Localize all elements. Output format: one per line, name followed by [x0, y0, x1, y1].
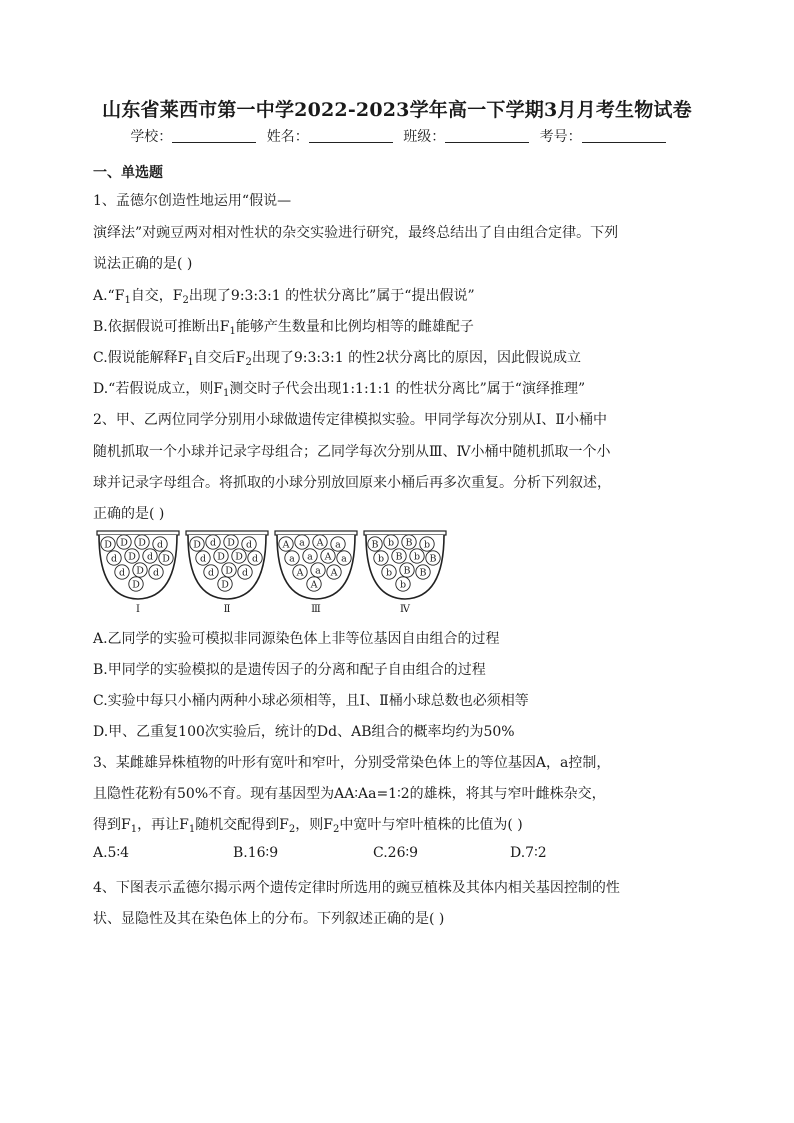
- ball: [426, 551, 440, 565]
- ball-letter: A: [310, 579, 318, 591]
- q3-stem-line1: 3、某雌雄异株植物的叶形有宽叶和窄叶，分别受常染色体上的等位基因A，a控制，: [93, 755, 611, 771]
- q2-option-b[interactable]: B.甲同学的实验模拟的是遗传因子的分离和配子自由组合的过程: [93, 662, 486, 678]
- ball-letter: D: [128, 551, 136, 563]
- ball-letter: d: [110, 553, 118, 565]
- q1-stem-line1: 1、孟德尔创造性地运用“假说—: [93, 193, 292, 209]
- q3-option-b[interactable]: B.16∶9: [233, 845, 279, 861]
- ball: [115, 565, 129, 579]
- ball: [402, 535, 416, 549]
- ball-letter: D: [138, 537, 146, 549]
- ball: [396, 577, 410, 591]
- ball-letter: d: [209, 537, 217, 549]
- ball: [374, 551, 388, 565]
- ball: [295, 535, 309, 549]
- ball-letter: D: [162, 553, 170, 565]
- ball: [248, 551, 262, 565]
- q3-option-c[interactable]: C.26∶9: [373, 845, 419, 861]
- q1-option-b[interactable]: B.依据假说可推断出$F_1$能够产生数量和比例均相等的雌雄配子: [93, 319, 474, 337]
- ball: [337, 551, 351, 565]
- ball: [153, 537, 167, 551]
- ball-letter: A: [324, 551, 332, 563]
- section-heading: 一、单选题: [93, 165, 163, 181]
- school-blank[interactable]: [172, 128, 256, 143]
- ball-letter: B: [371, 539, 379, 551]
- ball: [311, 563, 325, 577]
- ball: [190, 537, 204, 551]
- q3-stem-line3: 得到$F_1$，再让$F_1$随机交配得到$F_2$，则$F_2$中宽叶与窄叶植株的比值为( ): [93, 817, 523, 835]
- school-label: 学校：: [130, 129, 173, 145]
- ball-letter: B: [403, 565, 411, 577]
- ball-letter: d: [241, 567, 249, 579]
- ball-letter: D: [235, 551, 243, 563]
- ball: [242, 537, 256, 551]
- ball: [303, 549, 317, 563]
- ball: [101, 537, 115, 551]
- q1-option-d[interactable]: D.“若假说成立，则$F_1$测交时子代会出现1:1:1:1 的性状分离比”属于“演绎推理”: [93, 381, 586, 399]
- ball-letter: a: [299, 537, 305, 549]
- q1-option-c[interactable]: C.假说能解释$F_1$自交后$F_2$出现了9:3:3:1 的性2状分离比的原因，因此假说成立: [93, 350, 581, 368]
- ball: [327, 565, 341, 579]
- class-label: 班级：: [403, 129, 446, 145]
- name-blank[interactable]: [309, 128, 393, 143]
- bucket-4: [363, 530, 447, 602]
- ball-letter: a: [335, 539, 341, 551]
- ball: [232, 549, 246, 563]
- ball-letter: d: [156, 539, 164, 551]
- q1-stem-line2: 演绎法”对豌豆两对相对性状的杂交实验进行研究，最终总结出了自由组合定律。下列: [93, 225, 619, 241]
- bucket-rim: [186, 531, 268, 535]
- ball-letter: D: [120, 537, 128, 549]
- ball: [135, 535, 149, 549]
- q2-option-d[interactable]: D.甲、乙重复100次实验后，统计的Dd、AB组合的概率均约为50%: [93, 724, 515, 740]
- student-info-row: [0, 126, 794, 146]
- ball-letter: D: [225, 565, 233, 577]
- q2-option-c[interactable]: C.实验中每只小桶内两种小球必须相等，且Ⅰ、Ⅱ桶小球总数也必须相等: [93, 693, 529, 709]
- q2-stem-line2: 随机抓取一个小球并记录字母组合；乙同学每次分别从Ⅲ、Ⅳ小桶中随机抓取一个小: [93, 444, 611, 460]
- bucket-figure: [96, 530, 456, 620]
- bucket-label: Ⅲ: [311, 604, 321, 615]
- ball-letter: a: [341, 553, 347, 565]
- ball: [416, 565, 430, 579]
- class-blank[interactable]: [445, 128, 529, 143]
- ball-letter: b: [387, 537, 395, 549]
- ball-letter: A: [296, 567, 304, 579]
- ball: [224, 535, 238, 549]
- q2-stem-line3: 球并记录字母组合。将抓取的小球分别放回原来小桶后再多次重复。分析下列叙述，: [93, 475, 611, 491]
- ball: [321, 549, 335, 563]
- ball-letter: B: [419, 567, 427, 579]
- ball: [410, 549, 424, 563]
- page-title: 山东省莱西市第一中学2022-2023学年高一下学期3月月考生物试卷: [102, 99, 692, 121]
- ball-letter: a: [289, 553, 295, 565]
- ball: [218, 577, 232, 591]
- ball: [384, 535, 398, 549]
- ball-letter: b: [399, 579, 407, 591]
- ball-letter: d: [199, 553, 207, 565]
- q1-stem-line3: 说法正确的是( ): [93, 256, 193, 272]
- ball: [129, 577, 143, 591]
- ball: [117, 535, 131, 549]
- ball-letter: A: [282, 539, 290, 551]
- q3-option-a[interactable]: A.5∶4: [93, 845, 130, 861]
- bucket-rim: [364, 531, 446, 535]
- ball-letter: d: [152, 567, 160, 579]
- ball: [331, 537, 345, 551]
- bucket-2: [185, 530, 269, 602]
- ball: [382, 565, 396, 579]
- ball-letter: d: [146, 551, 154, 563]
- ball: [107, 551, 121, 565]
- q4-stem-line1: 4、下图表示孟德尔揭示两个遗传定律时所选用的豌豆植株及其体内相关基因控制的性: [93, 880, 620, 896]
- ball: [206, 535, 220, 549]
- ball: [307, 577, 321, 591]
- ball-letter: b: [377, 553, 385, 565]
- number-blank[interactable]: [582, 128, 666, 143]
- ball-letter: D: [132, 579, 140, 591]
- ball-letter: d: [245, 539, 253, 551]
- ball-letter: b: [413, 551, 421, 563]
- ball-letter: a: [307, 551, 313, 563]
- ball: [196, 551, 210, 565]
- ball-letter: A: [316, 537, 324, 549]
- ball-letter: D: [227, 537, 235, 549]
- ball-letter: B: [429, 553, 437, 565]
- ball-letter: b: [385, 567, 393, 579]
- ball-letter: A: [330, 567, 338, 579]
- ball: [149, 565, 163, 579]
- bucket-rim: [275, 531, 357, 535]
- ball-letter: d: [118, 567, 126, 579]
- ball: [159, 551, 173, 565]
- ball: [133, 563, 147, 577]
- q2-stem-line1: 2、甲、乙两位同学分别用小球做遗传定律模拟实验。甲同学每次分别从Ⅰ、Ⅱ小桶中: [93, 412, 607, 428]
- ball: [279, 537, 293, 551]
- ball-letter: b: [423, 539, 431, 551]
- number-label: 考号：: [539, 129, 582, 145]
- ball-letter: D: [221, 579, 229, 591]
- name-label: 姓名：: [266, 129, 309, 145]
- ball: [313, 535, 327, 549]
- q3-stem-line2: 且隐性花粉有50%不育。现有基因型为AA∶Aa=1∶2的雄株，将其与窄叶雌株杂交，: [93, 786, 606, 802]
- ball-letter: D: [136, 565, 144, 577]
- ball: [285, 551, 299, 565]
- ball: [204, 565, 218, 579]
- ball: [214, 549, 228, 563]
- ball-letter: D: [104, 539, 112, 551]
- bucket-1: [96, 530, 180, 602]
- ball: [125, 549, 139, 563]
- q1-option-a[interactable]: $A.“F_1$自交，$F_2$出现了9:3:3:1 的性状分离比”属于“提出假说”: [93, 288, 475, 306]
- q2-stem-line4: 正确的是( ): [93, 506, 165, 522]
- q3-option-d[interactable]: D.7∶2: [510, 845, 547, 861]
- ball: [238, 565, 252, 579]
- ball: [420, 537, 434, 551]
- q2-option-a[interactable]: A.乙同学的实验可模拟非同源染色体上非等位基因自由组合的过程: [93, 631, 500, 647]
- ball-letter: d: [251, 553, 259, 565]
- ball: [400, 563, 414, 577]
- bucket-label: Ⅳ: [400, 604, 410, 615]
- ball-letter: B: [395, 551, 403, 563]
- ball-letter: D: [217, 551, 225, 563]
- bucket-label: Ⅱ: [223, 604, 231, 615]
- ball: [392, 549, 406, 563]
- ball-letter: d: [207, 567, 215, 579]
- bucket-rim: [97, 531, 179, 535]
- ball: [293, 565, 307, 579]
- ball-letter: a: [315, 565, 321, 577]
- ball: [143, 549, 157, 563]
- bucket-3: [274, 530, 358, 602]
- ball: [368, 537, 382, 551]
- ball: [222, 563, 236, 577]
- ball-letter: D: [193, 539, 201, 551]
- q4-stem-line2: 状、显隐性及其在染色体上的分布。下列叙述正确的是( ): [93, 911, 445, 927]
- ball-letter: B: [405, 537, 413, 549]
- bucket-label: Ⅰ: [136, 604, 140, 615]
